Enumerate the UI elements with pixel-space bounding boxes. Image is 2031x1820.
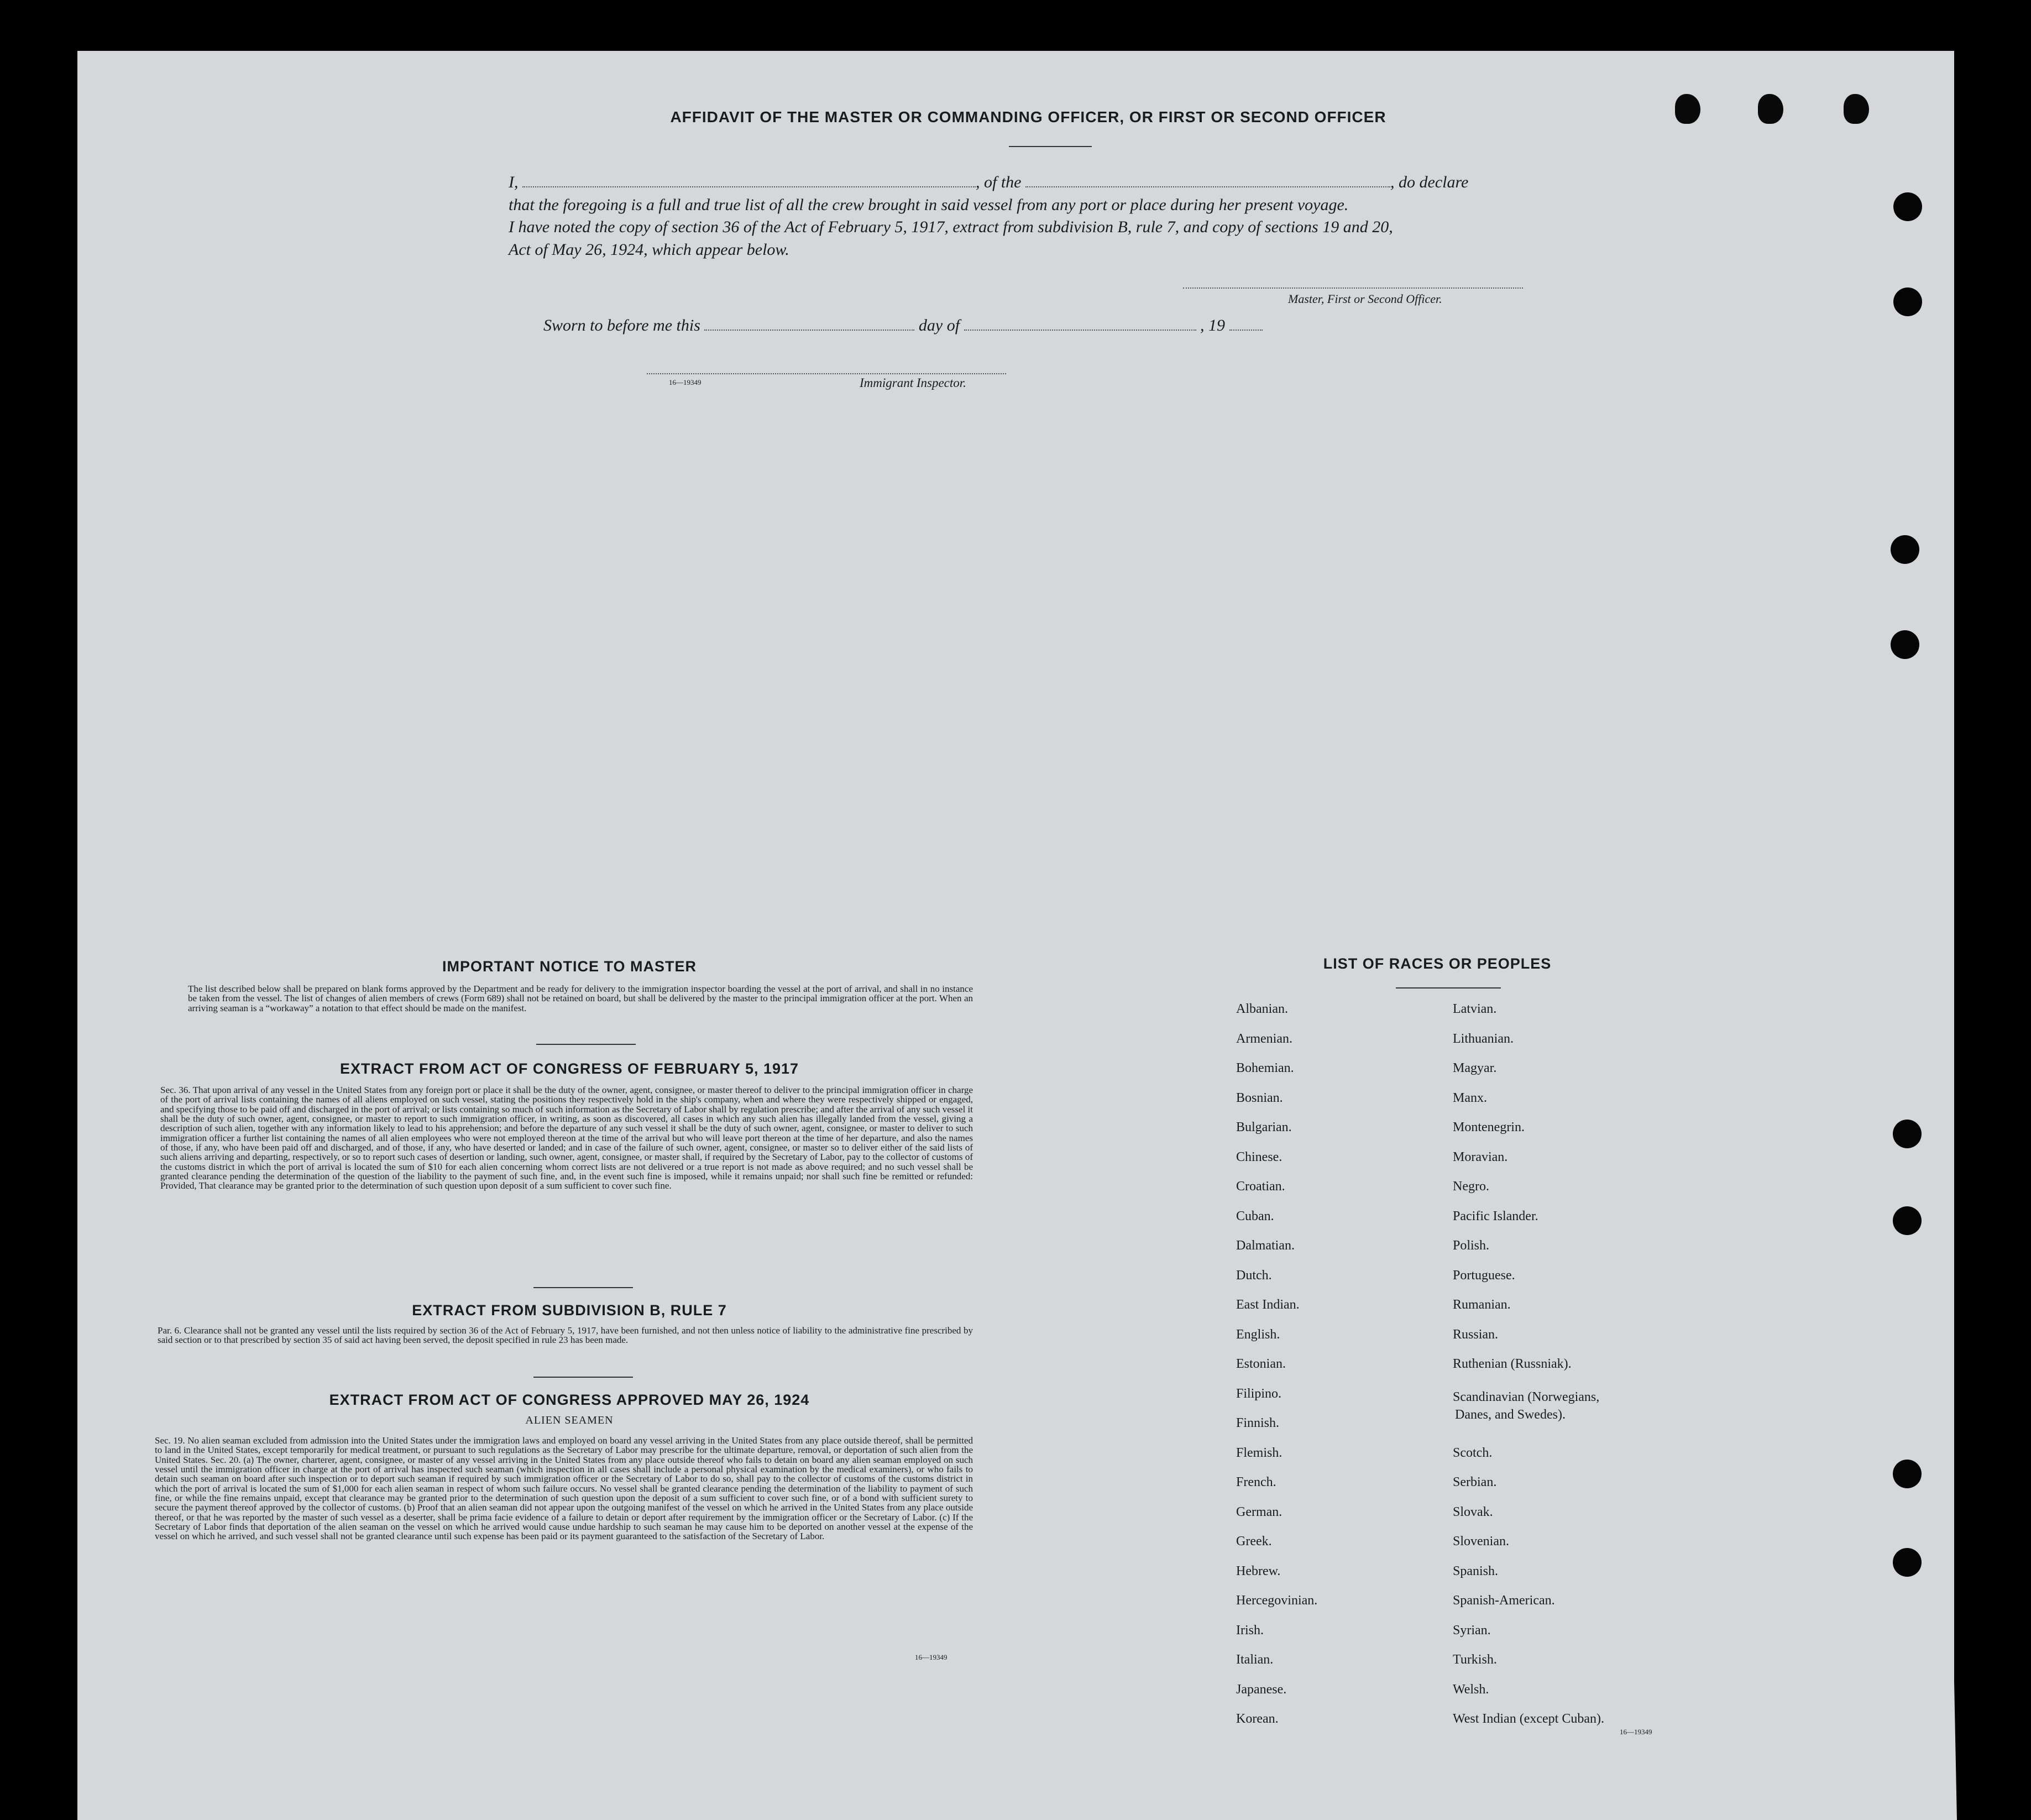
race-item: Chinese. xyxy=(1236,1149,1283,1164)
divider xyxy=(536,1044,636,1045)
race-item: Dutch. xyxy=(1236,1268,1272,1283)
form-number: 16—19349 xyxy=(915,1653,948,1661)
extract-1924-title: EXTRACT FROM ACT OF CONGRESS APPROVED MAY 26, 1924 xyxy=(329,1392,810,1408)
race-item: Estonian. xyxy=(1236,1357,1286,1371)
race-item: English. xyxy=(1236,1327,1280,1342)
binder-hole xyxy=(1893,1548,1922,1577)
race-item: French. xyxy=(1236,1475,1276,1489)
race-item: Latvian. xyxy=(1453,1002,1497,1016)
binder-hole xyxy=(1893,1460,1922,1488)
affidavit-title: AFFIDAVIT OF THE MASTER OR COMMANDING OFFICER, OR FIRST OR SECOND OFFICER xyxy=(670,108,1386,125)
race-item: Turkish. xyxy=(1453,1652,1497,1667)
race-item: Serbian. xyxy=(1453,1475,1497,1489)
race-item: Polish. xyxy=(1453,1238,1490,1253)
binder-hole xyxy=(1893,192,1922,221)
race-item: Slovenian. xyxy=(1453,1534,1509,1549)
ink-blot xyxy=(1675,94,1700,124)
inspector-signature-line[interactable] xyxy=(647,373,1006,374)
race-item: Ruthenian (Russniak). xyxy=(1453,1357,1572,1371)
race-item: Bohemian. xyxy=(1236,1061,1294,1075)
declaration-line-2: that the foregoing is a full and true list of all the crew brought in said vessel from any port or place during her present voyage. xyxy=(509,195,1349,214)
declaration-line-3: I have noted the copy of section 36 of the Act of February 5, 1917, extract from subdivision B, rule 7, and copy of sections 19 and 20, xyxy=(509,218,1393,236)
race-item: Italian. xyxy=(1236,1652,1274,1667)
race-item: Montenegrin. xyxy=(1453,1120,1525,1134)
extract-rule7-text: Par. 6. Clearance shall not be granted any vessel until the lists required by section 36 of the Act of February 5, 1917, have been furnished, and not then unless notice of liability to the administrative fine prescribed by said section or to that prescribed by section 35 of said act having been served, the deposit specified in rule 23 has been made. xyxy=(158,1325,973,1346)
binder-hole xyxy=(1891,535,1919,564)
inspector-label: Immigrant Inspector. xyxy=(860,376,966,390)
declaration-line-4: Act of May 26, 1924, which appear below. xyxy=(509,240,789,259)
race-item: Korean. xyxy=(1236,1712,1279,1726)
race-item-scandinavian-cont: Danes, and Swedes). xyxy=(1455,1408,1566,1422)
race-item: Scandinavian (Norwegians, xyxy=(1453,1389,1600,1404)
race-item: Bulgarian. xyxy=(1236,1120,1292,1134)
divider xyxy=(533,1287,633,1288)
race-item: Rumanian. xyxy=(1453,1298,1511,1312)
race-item: Albanian. xyxy=(1236,1002,1288,1016)
race-item: Portuguese. xyxy=(1453,1268,1515,1283)
race-item: Finnish. xyxy=(1236,1416,1280,1430)
binder-hole xyxy=(1893,1120,1922,1148)
race-item: Pacific Islander. xyxy=(1453,1209,1538,1223)
binder-hole xyxy=(1893,1206,1922,1235)
race-item: Greek. xyxy=(1236,1534,1272,1549)
vessel-blank[interactable] xyxy=(1025,186,1390,187)
race-item: Flemish. xyxy=(1236,1445,1283,1460)
sworn-line xyxy=(543,316,1263,335)
ink-blot xyxy=(1844,94,1869,124)
race-item: Armenian. xyxy=(1236,1031,1292,1046)
races-title: LIST OF RACES OR PEOPLES xyxy=(1323,955,1552,972)
race-item: Russian. xyxy=(1453,1327,1499,1342)
form-number: 16—19349 xyxy=(1620,1728,1652,1736)
declaration-of-the: , of the xyxy=(976,173,1022,191)
declaration-do-declare: , do declare xyxy=(1390,173,1469,191)
race-item: Irish. xyxy=(1236,1623,1264,1638)
sworn-day-of: day of xyxy=(918,316,960,334)
binder-hole xyxy=(1891,630,1919,659)
master-signature-line[interactable] xyxy=(1183,287,1523,289)
divider xyxy=(1396,987,1501,989)
race-item: German. xyxy=(1236,1504,1283,1519)
race-item: Slovak. xyxy=(1453,1504,1493,1519)
extract-1917-title: EXTRACT FROM ACT OF CONGRESS OF FEBRUARY 5, 1917 xyxy=(339,1060,799,1077)
race-item: Syrian. xyxy=(1453,1623,1491,1638)
ink-blot xyxy=(1758,94,1783,124)
sworn-year-prefix: , 19 xyxy=(1200,316,1226,334)
race-item: Manx. xyxy=(1453,1090,1487,1105)
race-item: Moravian. xyxy=(1453,1149,1508,1164)
race-item: Croatian. xyxy=(1236,1179,1285,1194)
divider xyxy=(1009,146,1092,147)
sworn-month-blank[interactable] xyxy=(964,330,1196,331)
race-item: Spanish-American. xyxy=(1453,1593,1555,1608)
race-item: West Indian (except Cuban). xyxy=(1453,1712,1604,1726)
sworn-prefix: Sworn to before me this xyxy=(543,316,700,334)
extract-rule7-title: EXTRACT FROM SUBDIVISION B, RULE 7 xyxy=(412,1302,727,1319)
divider xyxy=(533,1377,633,1378)
race-item: Welsh. xyxy=(1453,1682,1489,1697)
declaration-i: I, xyxy=(509,173,519,191)
race-item: Hercegovinian. xyxy=(1236,1593,1318,1608)
race-item: Negro. xyxy=(1453,1179,1489,1194)
sworn-date-blank[interactable] xyxy=(704,330,914,331)
binder-hole xyxy=(1893,287,1922,316)
notice-title: IMPORTANT NOTICE TO MASTER xyxy=(442,958,697,975)
extract-1924-text: Sec. 19. No alien seaman excluded from admission into the United States under the immigration laws and employed on board any vessel arriving in the United States from any place outside thereof, shall be permitted to land in the United States, except temporarily for medical treatment, or pursuant to such regulations as the Secretary of Labor may prescribe for the ultimate departure, removal, or deportation of such alien from the United States. Sec. 20. (a) The owner, charterer, agent, consignee, or master of any vessel arriving in the United States from any place outside thereof who fails to detain on board any alien seaman employed on such vessel until the immigration officer in charge at the port of arrival has inspected such seaman (which inspection in all cases shall include a personal physical examination by the medical examiners), or who fails to detain such seaman on board after such inspection or to deport such seaman if required by such immigration officer or the Secretary of Labor to do so, shall pay to the collector of customs of the customs district in which the port of arrival is located the sum of $1,000 for each alien seaman in respect of whom such failure occurs. No vessel shall be granted clearance pending the determination of the liability to payment of such fine, or while the fine remains unpaid, except that clearance may be granted prior to the determination of such question upon the deposit of a sum sufficient to cover such fine, or of a bond with sufficient surety to secure the payment thereof approved by the collector of customs. (b) Proof that an alien seaman did not appear upon the outgoing manifest of the vessel on which he arrived in the United States from any place outside thereof, or that he was reported by the master of such vessel as a deserter, shall be prima facie evidence of a failure to detain or deport after requirement by the immigration officer or the Secretary of Labor. (c) If the Secretary of Labor finds that deportation of the alien seaman on the vessel on which he arrived would cause undue hardship to such seaman he may cause him to be deported on another vessel at the expense of the vessel on which he arrived, and such vessel shall not be granted clearance until such expense has been paid or its payment guaranteed to the satisfaction of the Secretary of Labor. xyxy=(155,1435,973,1542)
form-number: 16—19349 xyxy=(669,378,702,386)
race-item: Dalmatian. xyxy=(1236,1238,1295,1253)
name-blank[interactable] xyxy=(522,186,976,187)
declaration-line-1 xyxy=(509,171,1548,194)
race-item: Lithuanian. xyxy=(1453,1031,1514,1046)
race-item: Spanish. xyxy=(1453,1563,1499,1578)
race-item: East Indian. xyxy=(1236,1298,1300,1312)
race-item: Filipino. xyxy=(1236,1386,1282,1401)
sworn-year-blank[interactable] xyxy=(1229,330,1263,331)
extract-1917-text: Sec. 36. That upon arrival of any vessel in the United States from any foreign port or place it shall be the duty of the owner, agent, consignee, or master thereof to deliver to the principal immigration officer in charge of the port of arrival lists containing the names of all aliens employed on such vessel, stating the positions they respectively hold in the ship's company, when and where they were respectively shipped or engaged, and specifying those to be paid off and discharged in the port of arrival; or lists containing so much of such information as the Secretary of Labor shall by regulation prescribe; and after the arrival of any such vessel it shall be the duty of such owner, agent, consignee, or master to report to such immigration officer, in writing, as soon as discovered, all cases in which any such alien has illegally landed from the vessel, giving a description of such alien, together with any information likely to lead to his apprehension; and before the departure of any such vessel it shall be the duty of such owner, agent, consignee, or master to deliver to such immigration officer a further list containing the names of all alien employees who were not employed thereon at the time of the arrival but who will leave port thereon at the time of her departure, and also the names of those, if any, who have been paid off and discharged, and of those, if any, who have deserted or landed; and in case of the failure of such owner, agent, consignee, or master so to deliver either of the said lists of such aliens arriving and departing, respectively, or so to report such cases of desertion or landing, such owner, agent, consignee, or master shall, if required by the Secretary of Labor, pay to the collector of customs of the customs district in which the port of arrival is located the sum of $10 for each alien concerning whom correct lists are not delivered or a true report is not made as above required; and no such vessel shall be granted clearance pending the determination of the question of the liability to the payment of such fine, and, in the event such fine is imposed, while it remains unpaid; nor shall such fine be remitted or refunded: Provided, That clearance may be granted prior to the determination of such question upon deposit of a sum sufficient to cover such fine. xyxy=(160,1085,973,1191)
race-item: Japanese. xyxy=(1236,1682,1287,1697)
master-signature-label: Master, First or Second Officer. xyxy=(1288,292,1442,306)
affidavit-declaration xyxy=(509,171,1548,261)
race-item: Bosnian. xyxy=(1236,1090,1283,1105)
race-item: Scotch. xyxy=(1453,1445,1493,1460)
race-item: Cuban. xyxy=(1236,1209,1274,1223)
race-item: Hebrew. xyxy=(1236,1563,1281,1578)
extract-1924-subtitle: ALIEN SEAMEN xyxy=(525,1414,614,1426)
race-item: Magyar. xyxy=(1453,1061,1497,1075)
notice-text: The list described below shall be prepared on blank forms approved by the Department and be ready for delivery to the immigration inspector boarding the vessel at the port of arrival, and shall in no instance be taken from the vessel. The list of changes of alien members of crews (Form 689) shall not be retained on board, but shall be delivered by the master to the principal immigration officer at the port. When an arriving seaman is a “workaway” a notation to that effect should be made on the manifest. xyxy=(188,984,973,1013)
